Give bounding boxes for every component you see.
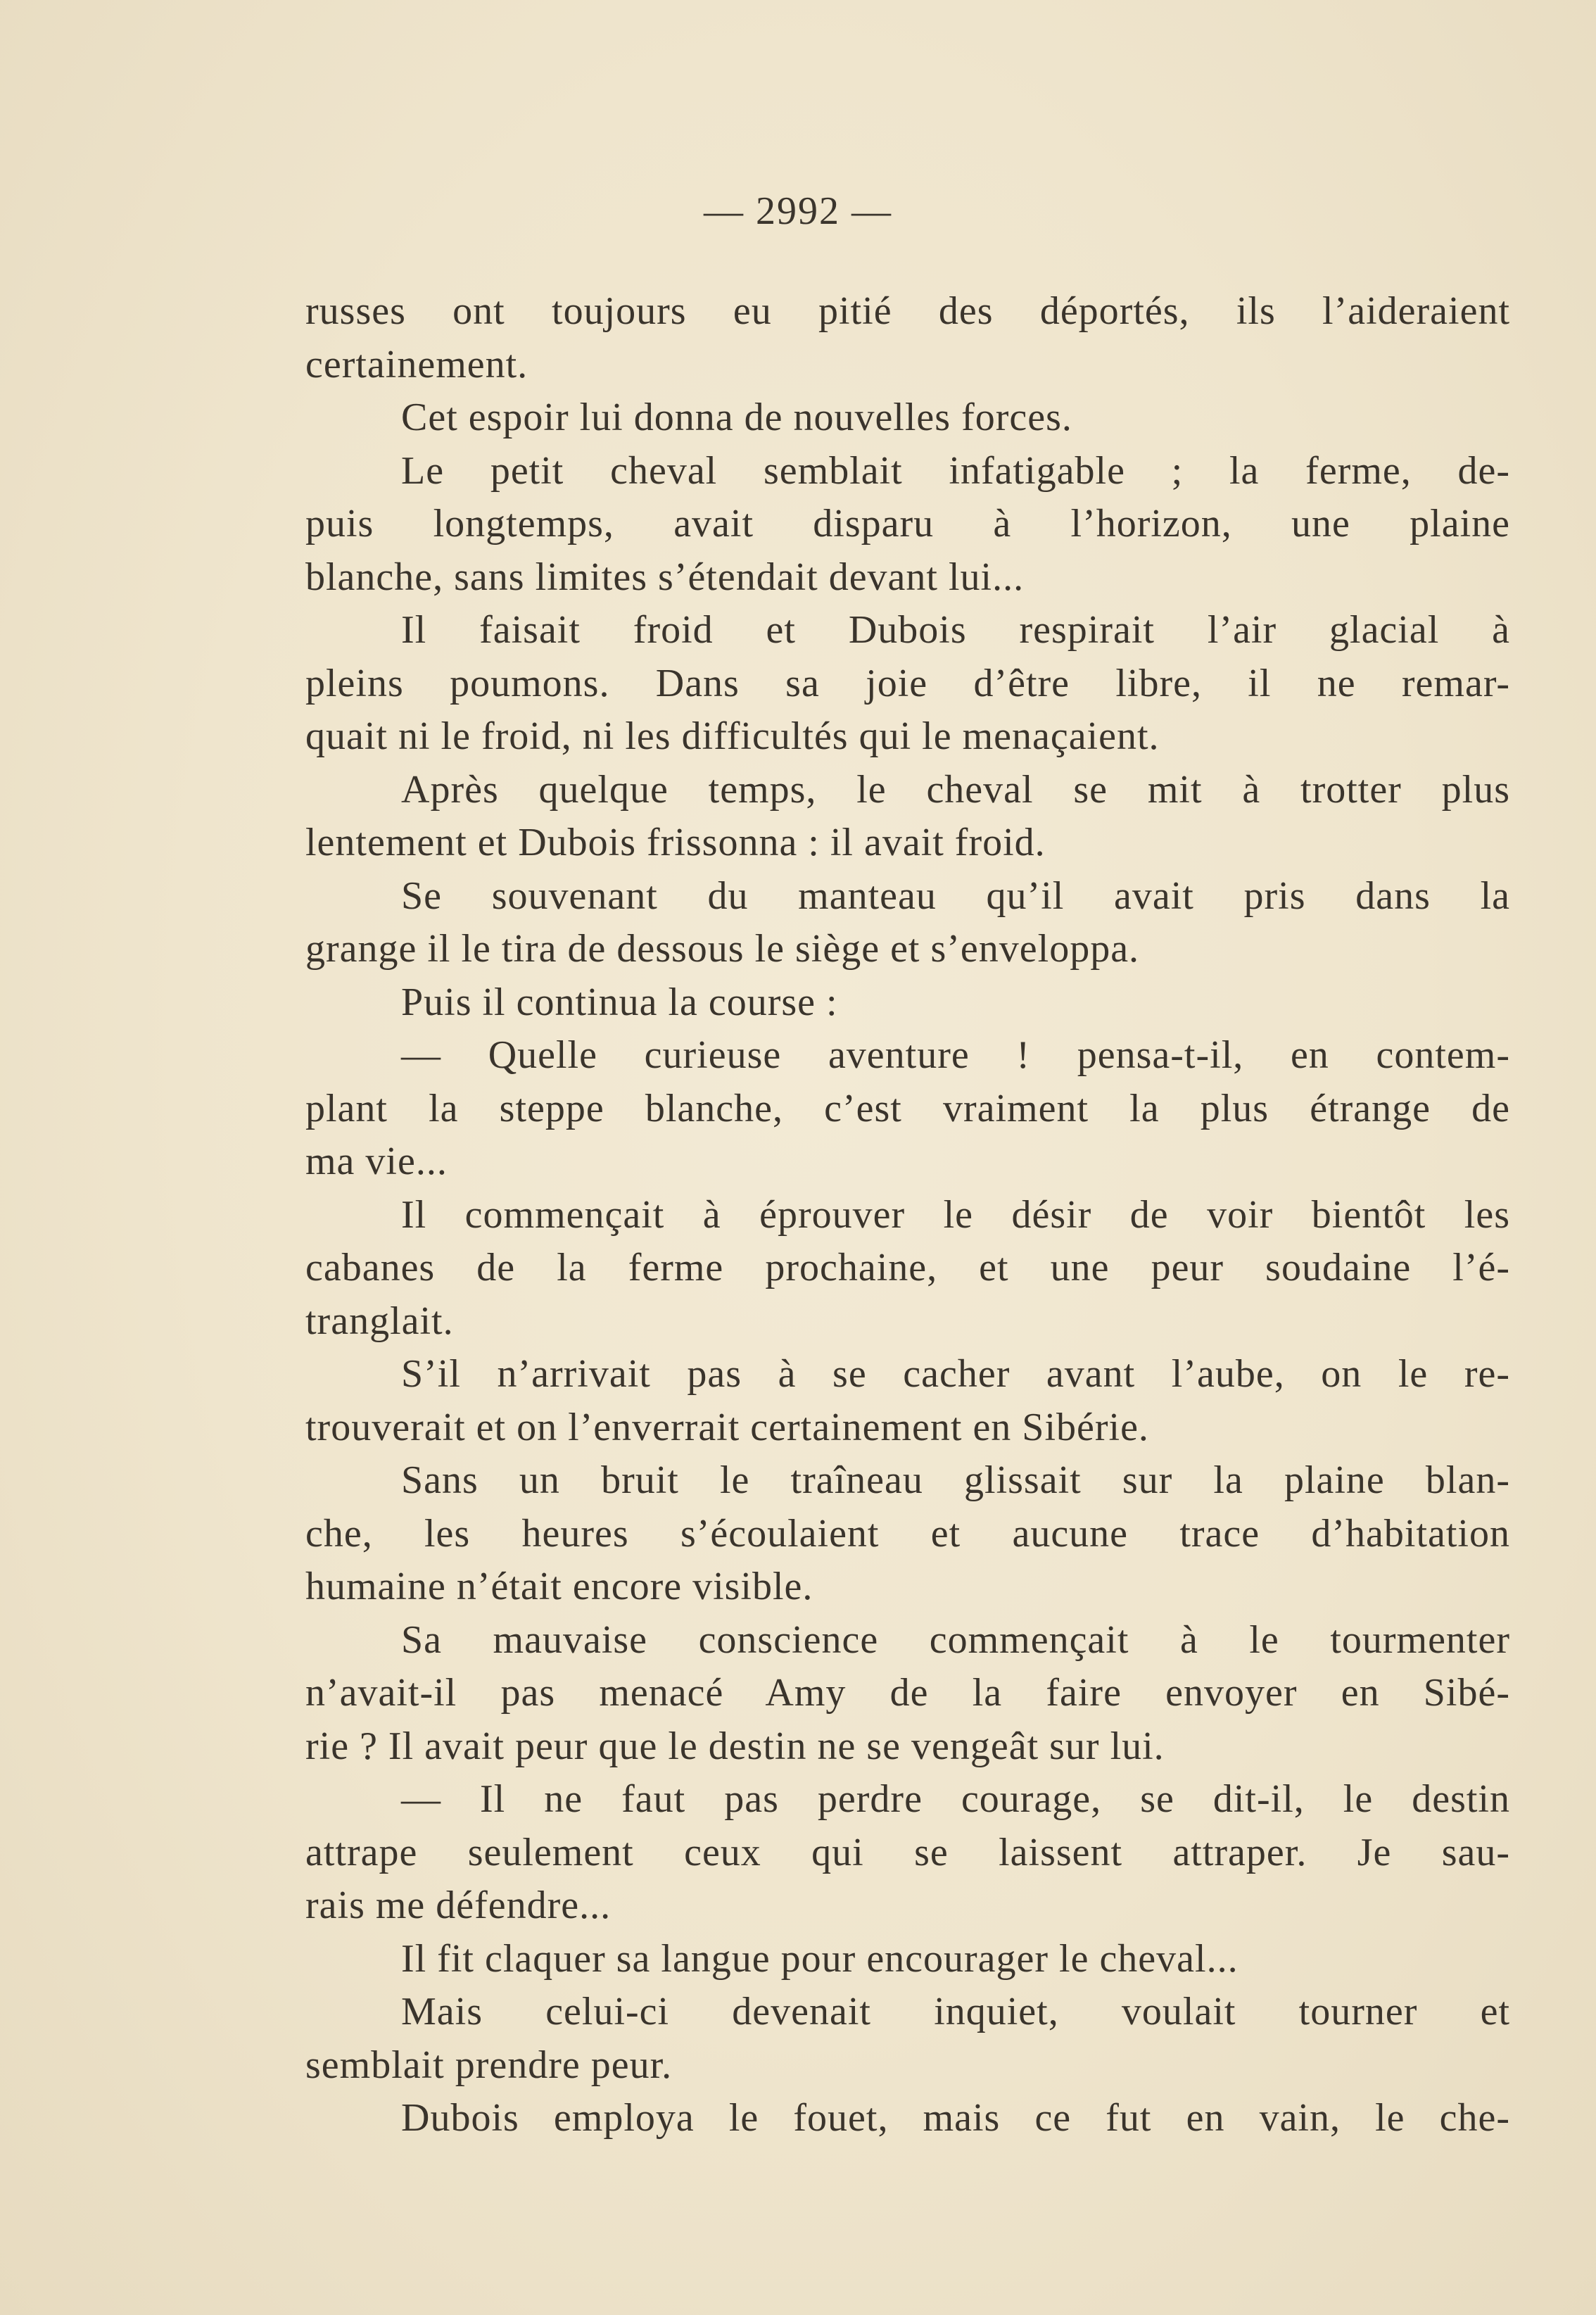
text-line: che, les heures s’écoulaient et aucune trace d’habitation: [305, 1511, 1510, 1556]
text-line: Il fit claquer sa langue pour encourager le cheval...: [401, 1936, 1239, 1981]
text-line: pleins poumons. Dans sa joie d’être libre, il ne remar-: [305, 661, 1510, 705]
text-line: Se souvenant du manteau qu’il avait pris dans la: [401, 873, 1510, 918]
page-number: — 2992 —: [704, 189, 892, 233]
text-line: plant la steppe blanche, c’est vraiment la plus étrange de: [305, 1086, 1510, 1130]
text-line: blanche, sans limites s’étendait devant lui...: [305, 555, 1025, 599]
text-line: attrape seulement ceux qui se laissent attraper. Je sau-: [305, 1830, 1510, 1874]
text-line: Le petit cheval semblait infatigable ; la ferme, de-: [401, 448, 1510, 493]
text-line: Sa mauvaise conscience commençait à le tourmenter: [401, 1617, 1510, 1662]
text-line: Après quelque temps, le cheval se mit à trotter plus: [401, 767, 1510, 812]
body-text: [305, 285, 1510, 2145]
text-line: humaine n’était encore visible.: [305, 1565, 813, 1608]
text-line: ma vie...: [305, 1140, 448, 1183]
text-line: Cet espoir lui donna de nouvelles forces.: [401, 396, 1072, 439]
text-line: rie ? Il avait peur que le destin ne se vengeât sur lui.: [305, 1724, 1165, 1768]
text-line: cabanes de la ferme prochaine, et une peur soudaine l’é-: [305, 1246, 1510, 1289]
text-line: Sans un bruit le traîneau glissait sur la plaine blan-: [401, 1458, 1510, 1502]
text-line: — Il ne faut pas perdre courage, se dit-il, le destin: [401, 1777, 1510, 1821]
text-line: Mais celui-ci devenait inquiet, voulait tourner et: [401, 1990, 1510, 2033]
text-line: quait ni le froid, ni les difficultés qui le menaçaient.: [305, 714, 1160, 758]
text-line: certainement.: [305, 342, 528, 386]
text-line: trouverait et on l’enverrait certainement en Sibérie.: [305, 1405, 1149, 1449]
text-line: puis longtemps, avait disparu à l’horizon, une plaine: [305, 502, 1510, 545]
text-line: tranglait.: [305, 1299, 454, 1343]
text-line: n’avait-il pas menacé Amy de la faire envoyer en Sibé-: [305, 1671, 1510, 1715]
text-line: Il commençait à éprouver le désir de voir bientôt les: [401, 1192, 1510, 1237]
text-line: S’il n’arrivait pas à se cacher avant l’aube, on le re-: [401, 1352, 1510, 1396]
text-line: Puis il continua la course :: [401, 980, 838, 1024]
text-line: lentement et Dubois frissonna : il avait froid.: [305, 821, 1046, 864]
text-line: rais me défendre...: [305, 1884, 612, 1927]
text-line: — Quelle curieuse aventure ! pensa-t-il, en contem-: [401, 1033, 1510, 1077]
text-line: russes ont toujours eu pitié des déportés, ils l’aideraient: [305, 289, 1510, 333]
text-line: Il faisait froid et Dubois respirait l’air glacial à: [401, 608, 1510, 652]
text-line: Dubois employa le fouet, mais ce fut en vain, le che-: [401, 2096, 1510, 2140]
text-line: grange il le tira de dessous le siège et s’enveloppa.: [305, 927, 1140, 971]
text-line: semblait prendre peur.: [305, 2043, 673, 2087]
